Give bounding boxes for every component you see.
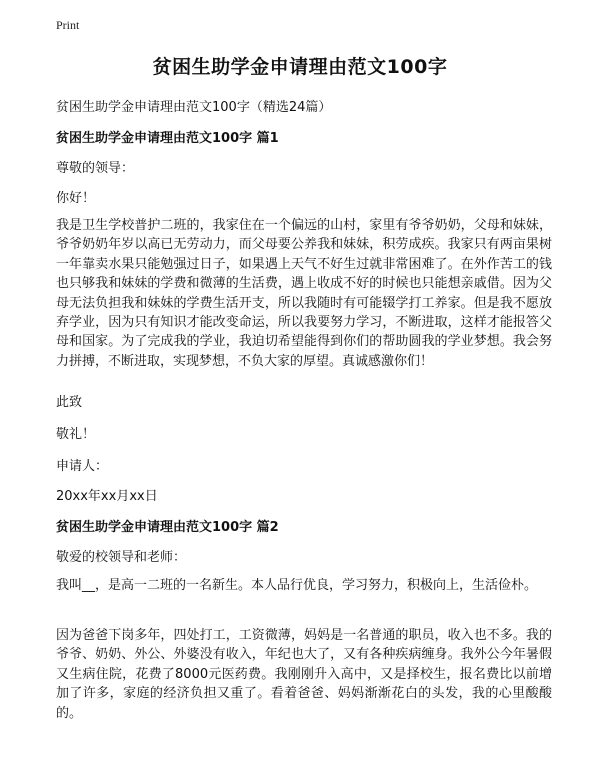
print-link[interactable]: Print	[56, 18, 80, 32]
section-1-closing: 此致	[56, 395, 83, 410]
section-2-heading: 贫困生助学金申请理由范文100字 篇2	[56, 520, 279, 535]
section-1-date: 20xx年xx月xx日	[56, 489, 158, 504]
section-1-salute: 你好！	[56, 191, 96, 206]
document-subtitle: 贫困生助学金申请理由范文100字（精选24篇）	[56, 100, 332, 115]
section-1-greeting: 尊敬的领导：	[56, 161, 135, 176]
section-1-regards: 敬礼！	[56, 427, 96, 442]
section-1-heading: 贫困生助学金申请理由范文100字 篇1	[56, 131, 279, 146]
section-2-intro: 我叫__，是高一二班的一名新生。本人品行优良，学习努力，积极向上，生活俭朴。	[56, 578, 538, 593]
page-title: 贫困生助学金申请理由范文100字	[152, 56, 448, 78]
section-2-body: 因为爸爸下岗多年，四处打工，工资微薄，妈妈是一名普通的职员，收入也不多。我的爷爷、奶奶、外公、外婆没有收入，年纪也大了，又有各种疾病缠身。我外公今年暑假又生病住院，花费了8000元医药费。我刚刚升入高中，又是择校生，报名费比以前增加了许多，家庭的经济负担又重了。看着爸爸、妈妈渐渐花白的头发，我的心里酸酸的。	[56, 628, 552, 721]
section-2-greeting: 敬爱的校领导和老师：	[56, 550, 187, 565]
section-1-applicant: 申请人：	[56, 459, 109, 474]
section-1-body: 我是卫生学校普护二班的，我家住在一个偏远的山村，家里有爷爷奶奶，父母和妹妹，爷爷奶奶年岁以高已无劳动力，而父母要公养我和妹妹，积劳成疾。我家只有两亩果树一年靠卖水果只能勉强过日子，如果遇上天气不好生过就非常困难了。在外作苦工的钱也只够我和妹妹的学费和微薄的生活费，遇上收成不好的时候也只能想亲戚借。因为父母无法负担我和妹妹的学费生活开支，所以我随时有可能辍学打工养家。但是我不愿放弃学业，因为只有知识才能改变命运，所以我要努力学习，不断进取，这样才能报答父母和国家。为了完成我的学业，我迫切希望能得到你们的帮助圆我的学业梦想。我会努力拼搏，不断进取，实现梦想，不负大家的厚望。真诚感激你们！	[56, 218, 552, 369]
